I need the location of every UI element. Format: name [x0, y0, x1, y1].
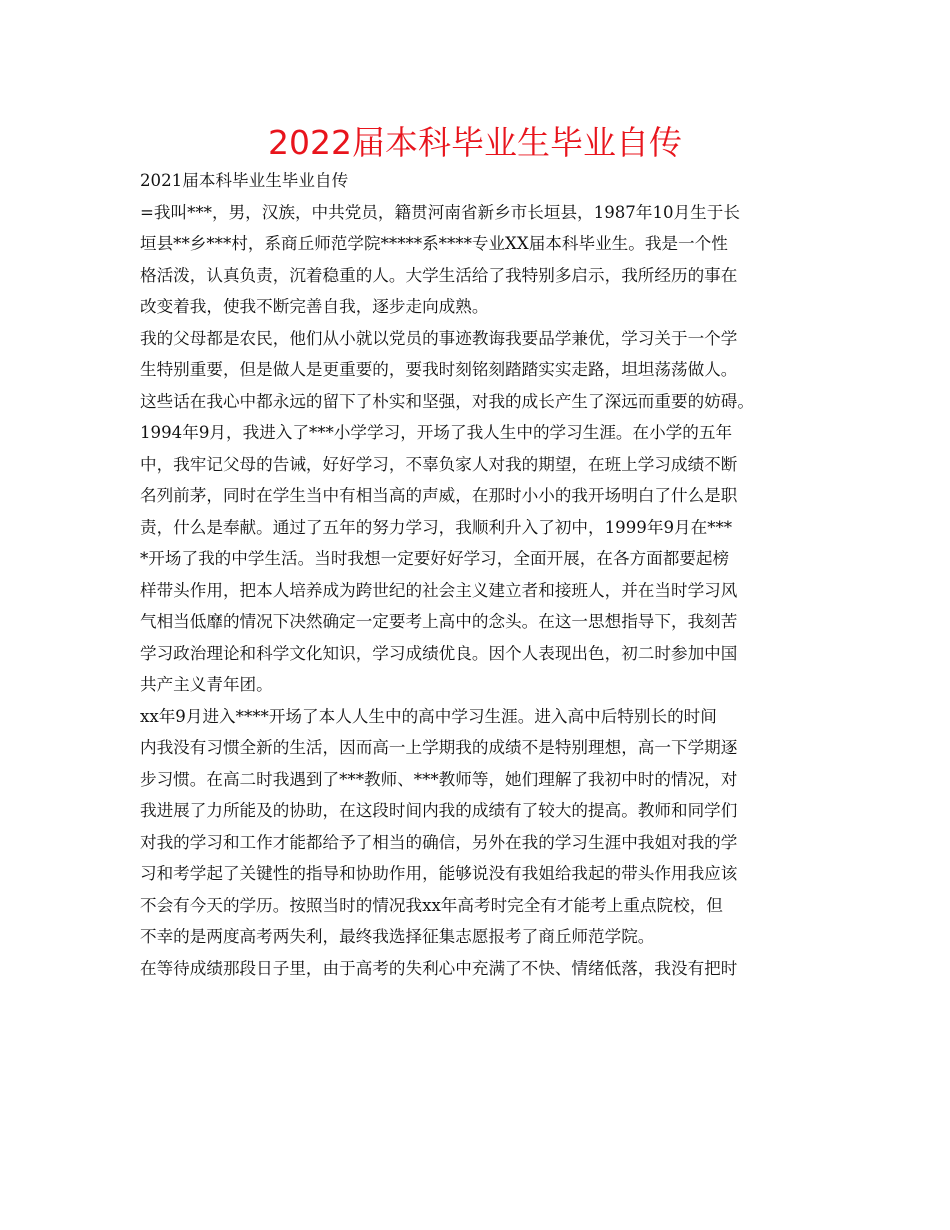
text-line: xx年9月进入****开场了本人人生中的高中学习生涯。进入高中后特别长的时间 — [140, 706, 717, 726]
text-line: 生特别重要，但是做人是更重要的，要我时刻铭刻踏踏实实走路，坦坦荡荡做人。 — [140, 360, 738, 379]
text-line: 格活泼，认真负责，沉着稳重的人。大学生活给了我特别多启示，我所经历的事在 — [140, 265, 738, 285]
document-title: 2022届本科毕业生毕业自传 — [268, 123, 682, 162]
text-line: 气相当低靡的情况下决然确定一定要考上高中的念头。在这一思想指导下，我刻苦 — [140, 612, 738, 631]
text-line: 样带头作用，把本人培养成为跨世纪的社会主义建立者和接班人，并在当时学习风 — [140, 580, 738, 600]
text-line: 不会有今天的学历。按照当时的情况我xx年高考时完全有才能考上重点院校，但 — [140, 895, 723, 915]
text-line: 垣县**乡***村，系商丘师范学院*****系****专业XX届本科毕业生。我是一个性 — [140, 234, 728, 253]
document-body — [140, 165, 820, 984]
text-line: 内我没有习惯全新的生活，因而高一上学期我的成绩不是特别理想，高一下学期逐 — [140, 738, 738, 757]
text-line: =我叫***，男，汉族，中共党员，籍贯河南省新乡市长垣县，1987年10月生于长 — [140, 202, 740, 222]
text-line: 步习惯。在高二时我遇到了***教师、***教师等，她们理解了我初中时的情况，对 — [140, 769, 738, 789]
text-line: 对我的学习和工作才能都给予了相当的确信，另外在我的学习生涯中我姐对我的学 — [140, 832, 738, 852]
text-line: 在等待成绩那段日子里，由于高考的失利心中充满了不快、情绪低落，我没有把时 — [140, 958, 738, 978]
text-line: 不幸的是两度高考两失利，最终我选择征集志愿报考了商丘师范学院。 — [140, 927, 655, 946]
text-line: 我进展了力所能及的协助，在这段时间内我的成绩有了较大的提高。教师和同学们 — [140, 801, 738, 820]
text-line: 改变着我，使我不断完善自我，逐步走向成熟。 — [140, 297, 489, 316]
text-line: 共产主义青年团。 — [140, 675, 273, 694]
text-line: *开场了我的中学生活。当时我想一定要好好学习，全面开展，在各方面都要起榜 — [140, 549, 730, 568]
text-line: 这些话在我心中都永远的留下了朴实和坚强，对我的成长产生了深远而重要的妨碍。 — [140, 391, 754, 411]
text-line: 中，我牢记父母的告诫，好好学习，不辜负家人对我的期望，在班上学习成绩不断 — [140, 454, 738, 474]
text-line: 我的父母都是农民，他们从小就以党员的事迹教诲我要品学兼优，学习关于一个学 — [140, 328, 738, 348]
text-line: 学习政治理论和科学文化知识，学习成绩优良。因个人表现出色，初二时参加中国 — [140, 643, 738, 663]
text-line: 1994年9月，我进入了***小学学习，开场了我人生中的学习生涯。在小学的五年 — [140, 423, 733, 442]
text-line: 名列前茅，同时在学生当中有相当高的声威，在那时小小的我开场明白了什么是职 — [140, 486, 738, 505]
text-line: 2021届本科毕业生毕业自传 — [140, 171, 349, 190]
text-line: 习和考学起了关键性的指导和协助作用，能够说没有我姐给我起的带头作用我应该 — [140, 864, 738, 883]
text-line: 责，什么是奉献。通过了五年的努力学习，我顺利升入了初中，1999年9月在*** — [140, 517, 733, 537]
